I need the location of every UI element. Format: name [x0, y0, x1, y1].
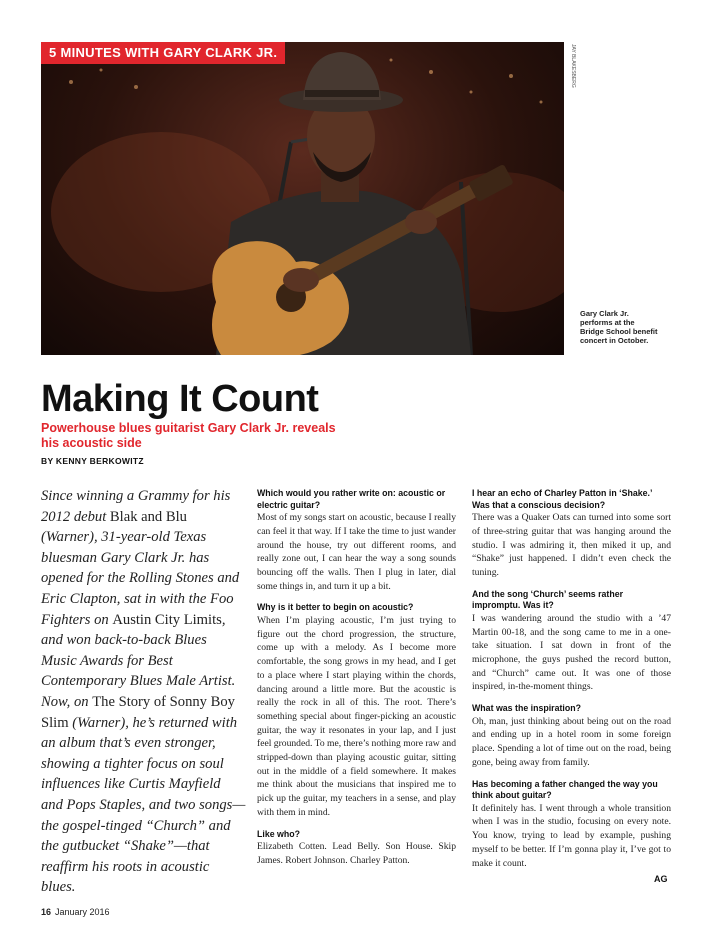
question: Which would you rather write on: acoustic or electric guitar?: [257, 488, 446, 510]
interview-column-1: [257, 488, 456, 877]
question: Like who?: [257, 828, 301, 839]
intro-paragraph: [41, 486, 246, 898]
intro-text: Since winning a Grammy for his 2012 debut: [41, 488, 231, 525]
photo-caption: Gary Clark Jr. performs at the Bridge School benefit concert in October.: [580, 309, 658, 345]
intro-text: (Warner), he’s returned with an album that’s even stronger, showing a tighter focus on soul influences like Curtis Mayfield and Pops Staples, and two songs—the gospel-tinged “Church” and the gutbucket “Shake”—that reaffirm his roots in acoustic blues.: [41, 714, 246, 896]
byline: BY KENNY BERKOWITZ: [41, 456, 144, 466]
question: Has becoming a father changed the way you think about guitar?: [472, 778, 658, 801]
answer: It definitely has. I went through a whole transition when I was in the studio, focusing on every note. You know, trying to lead by example, pushing myself to be better. If I’m gonna play it, I’ve got to make it count.: [472, 802, 671, 869]
answer: There was a Quaker Oats can turned into some sort of three-string guitar that was hanging around the studio. I was admiring it, then miked it up, and “Shake” just happened. I didn’t even check the tuning.: [472, 512, 671, 578]
issue-date: January 2016: [55, 907, 110, 917]
intro-text: , and won back-to-back Blues Music Awards for Best Contemporary Blues Male Artist. Now, on: [41, 611, 236, 710]
album-title: Blak and Blu: [109, 508, 187, 525]
answer: When I’m playing acoustic, I’m just trying to figure out the chord progression, the structure, come up with a melody. As I become more comfortable, the song grows in my head, and I get to a place where I start playing within the chords, dancing around a little more. But the acoustic is really the rock in all of this. The root. There’s something special about finger-picking an acoustic guitar, the way it resonates in your lap, and I just feel grounded. To me, there’s nothing more raw and stripped-down than playing acoustic guitar, sitting out in the middle of a field somewhere. It makes me think about the musicians that inspired me to pick up the guitar, my teachers in a sense, and play with them in mind.: [257, 615, 456, 818]
section-kicker: 5 MINUTES WITH GARY CLARK JR.: [41, 42, 285, 64]
answer: Elizabeth Cotten. Lead Belly. Son House. Skip James. Robert Johnson. Charley Patton.: [257, 841, 456, 866]
question: What was the inspiration?: [472, 703, 581, 714]
question: I hear an echo of Charley Patton in ‘Shake.’ Was that a conscious decision?: [472, 488, 652, 510]
end-mark: AG: [654, 874, 668, 884]
question: Why is it better to begin on acoustic?: [257, 602, 414, 613]
answer: Most of my songs start on acoustic, because I really can feel it that way. If I take the time to just wander around the house, try out different rooms, and really zone out, I can hear the way a song sounds bouncing off the walls. Then I plug in later, dial some things in, and turn it up a bit.: [257, 512, 456, 592]
article-deck: Powerhouse blues guitarist Gary Clark Jr. reveals his acoustic side: [41, 421, 336, 450]
page-number: 16: [41, 907, 52, 917]
show-title: Austin City Limits: [112, 611, 222, 628]
photo-credit: JAY BLAKESBERG: [570, 44, 576, 88]
intro-text: (Warner), 31-year-old Texas bluesman Gary Clark Jr. has opened for the Rolling Stones and Eric Clapton, sat in with the Foo Fighters on: [41, 529, 240, 628]
album-title: The Story of Sonny Boy Slim: [41, 693, 235, 731]
interview-column-2: [472, 488, 671, 879]
hero-photo: [41, 42, 564, 355]
article-title: Making It Count: [41, 378, 319, 420]
guitarist-illustration: [41, 42, 564, 355]
question: And the song ‘Church’ seems rather impromptu. Was it?: [472, 588, 624, 611]
answer: I was wandering around the studio with a ’47 Martin 00-18, and the song came to me in a one-take situation. I sat down in front of the microphone, the guys pushed the record button, and “Church” came out. It was one of those inspired, in-the-moment things.: [472, 612, 671, 693]
page-folio: [41, 907, 110, 917]
answer: Oh, man, just thinking about being out on the road and ending up in a hotel room in some foreign place. Spending a lot of time out on the road, being gone, being away from family.: [472, 715, 671, 768]
